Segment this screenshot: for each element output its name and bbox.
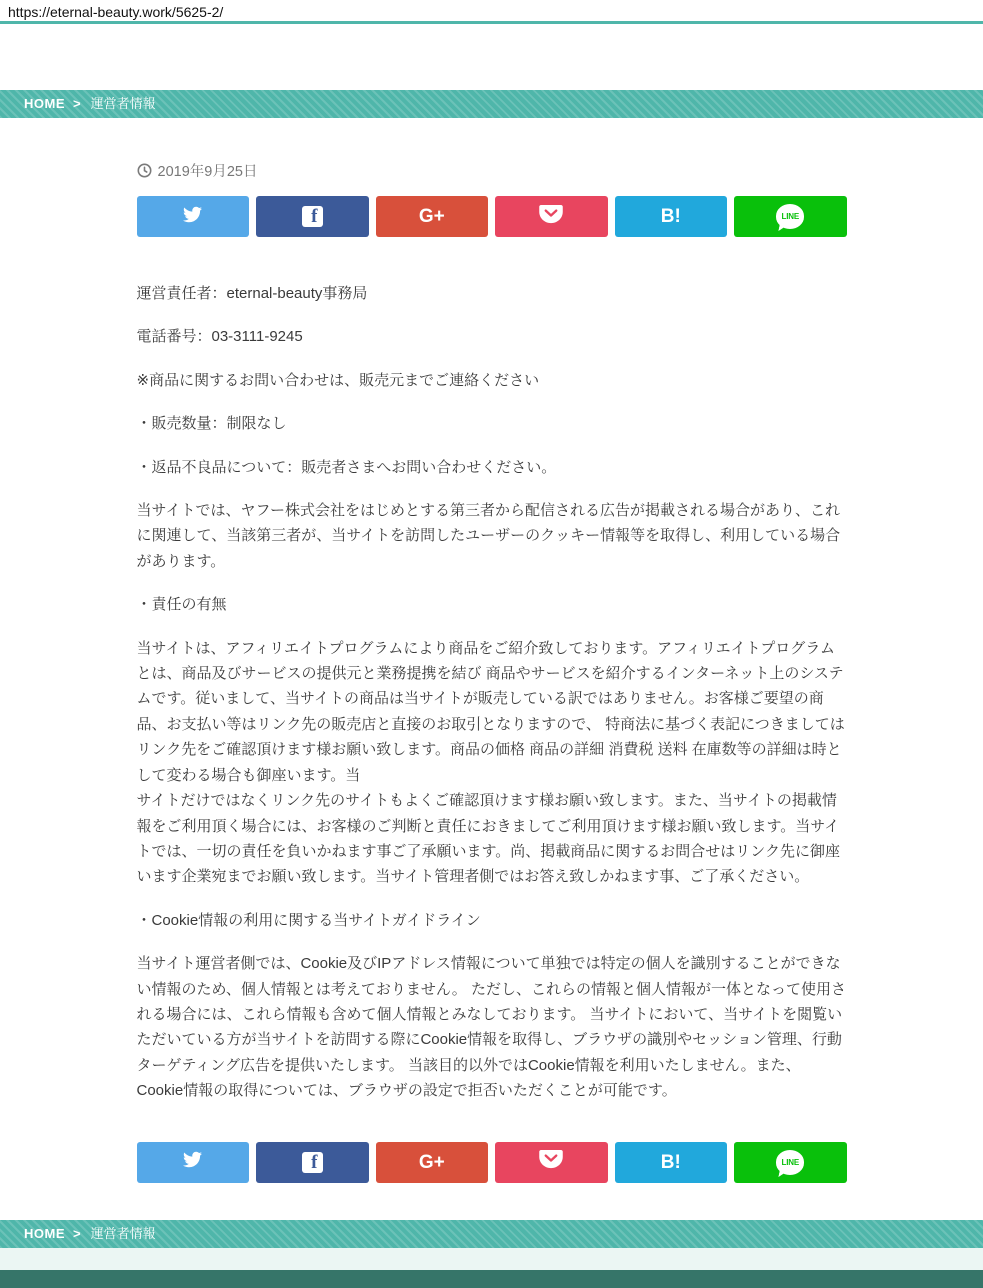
breadcrumb-home-link[interactable]: HOME bbox=[24, 1226, 65, 1241]
share-twitter-button[interactable] bbox=[137, 196, 250, 237]
share-button-row-bottom bbox=[137, 1142, 847, 1183]
hatena-bookmark-icon: B! bbox=[660, 1151, 681, 1173]
paragraph-contact-note: ※商品に関するお問い合わせは、販売元までご連絡ください bbox=[136, 371, 540, 389]
share-line-button[interactable] bbox=[734, 1142, 847, 1183]
footer-dark-band bbox=[0, 1270, 983, 1288]
paragraph-liability-heading: ・責任の有無 bbox=[136, 596, 227, 614]
paragraph-affiliate: 当サイトは、アフィリエイトプログラムにより商品をご紹介致しております。アフィリエイトプログラムとは、商品及びサービスの提供元と業務提携を結び 商品やサービスを紹介するインターネット上のシステムです。従いまして、当サイトの商品は当サイトが販売している訳ではありません。お客様ご要望の商品、お支払い等はリンク先の販売店と直接のお取引となりますので、 特商法に基づく表記につきましてはリンク先をご確認頂けます様お願い致します。商品の価格 商品の詳細 消費税 送料 在庫数等の詳細は時として変わる場合も御座います。当 サイトだけではなくリンク先のサイトもよくご確認頂けます様お願い致します。また、当サイトの掲載情報をご利用頂く場合には、お客様のご判断と責任におきましてご利用頂けます様お願い致します。当サイトでは、一切の責任を負いかねます事ご了承願います。尚、掲載商品に関するお問合せはリンク先に御座います企業宛までお願い致します。当サイト管理者側ではお答え致しかねます事、ご了承ください。 bbox=[136, 639, 845, 886]
facebook-f-icon: f bbox=[302, 1152, 323, 1173]
post-date-row bbox=[137, 160, 847, 181]
breadcrumb-separator: > bbox=[73, 1226, 81, 1241]
paragraph-returns: ・返品不良品について：販売者さまへお問い合わせください。 bbox=[136, 458, 557, 476]
line-icon: LINE bbox=[776, 1150, 804, 1175]
breadcrumb bbox=[0, 90, 983, 118]
pocket-icon bbox=[539, 205, 563, 229]
google-plus-icon: G+ bbox=[418, 206, 445, 227]
share-pocket-button[interactable] bbox=[495, 1142, 608, 1183]
share-googleplus-button[interactable] bbox=[376, 196, 489, 237]
facebook-f-icon: f bbox=[302, 206, 323, 227]
breadcrumb-page-label: 運営者情報 bbox=[90, 96, 156, 111]
post-date: 2019年9月25日 bbox=[157, 164, 258, 180]
breadcrumb-page-label: 運営者情報 bbox=[90, 1226, 156, 1241]
paragraph-phone: 電話番号：03-3111-9245 bbox=[136, 328, 303, 346]
twitter-bird-icon bbox=[181, 1150, 204, 1174]
share-hatena-button[interactable] bbox=[615, 1142, 728, 1183]
hatena-bookmark-icon: B! bbox=[660, 206, 681, 227]
share-button-row-top bbox=[137, 196, 847, 237]
top-accent-rule bbox=[0, 21, 983, 24]
twitter-bird-icon bbox=[181, 205, 204, 229]
article-body bbox=[137, 281, 847, 1104]
clock-icon bbox=[137, 163, 152, 178]
paragraph-operator: 運営責任者：eternal-beauty事務局 bbox=[136, 285, 368, 302]
browser-address-bar[interactable]: https://eternal-beauty.work/5625-2/ bbox=[0, 0, 983, 21]
paragraph-cookie-heading: ・Cookie情報の利用に関する当サイトガイドライン bbox=[136, 911, 481, 929]
share-twitter-button[interactable] bbox=[137, 1142, 250, 1183]
share-hatena-button[interactable] bbox=[615, 196, 728, 237]
footer-pale-band bbox=[0, 1248, 983, 1270]
breadcrumb-separator: > bbox=[73, 96, 81, 111]
line-icon: LINE bbox=[776, 204, 804, 229]
pocket-icon bbox=[539, 1150, 563, 1174]
share-facebook-button[interactable] bbox=[256, 1142, 369, 1183]
share-pocket-button[interactable] bbox=[495, 196, 608, 237]
breadcrumb-footer bbox=[0, 1220, 983, 1248]
paragraph-quantity: ・販売数量：制限なし bbox=[136, 415, 287, 433]
paragraph-ads: 当サイトでは、ヤフー株式会社をはじめとする第三者から配信される広告が掲載される場合があり、これに関連して、当該第三者が、当サイトを訪問したユーザーのクッキー情報等を取得し、利用している場合があります。 bbox=[136, 502, 841, 570]
paragraph-cookie: 当サイト運営者側では、Cookie及びIPアドレス情報について単独では特定の個人を識別することができない情報のため、個人情報とは考えておりません。 ただし、これらの情報と個人情報が一体となって使用される場合には、これら情報も含めて個人情報とみなしております。 当サイトにおいて、当サイトを閲覧いただいている方が当サイトを訪問する際にCookie情報を取得し、ブラウザの識別やセッション管理、行動ターゲティング広告を提供いたします。 当該目的以外ではCookie情報を利用いたしません。また、Cookie情報の取得については、ブラウザの設定で拒否いただくことが可能です。 bbox=[136, 955, 846, 1100]
google-plus-icon: G+ bbox=[418, 1151, 445, 1173]
breadcrumb-home-link[interactable]: HOME bbox=[24, 96, 65, 111]
share-facebook-button[interactable] bbox=[256, 196, 369, 237]
share-line-button[interactable] bbox=[734, 196, 847, 237]
share-googleplus-button[interactable] bbox=[376, 1142, 489, 1183]
